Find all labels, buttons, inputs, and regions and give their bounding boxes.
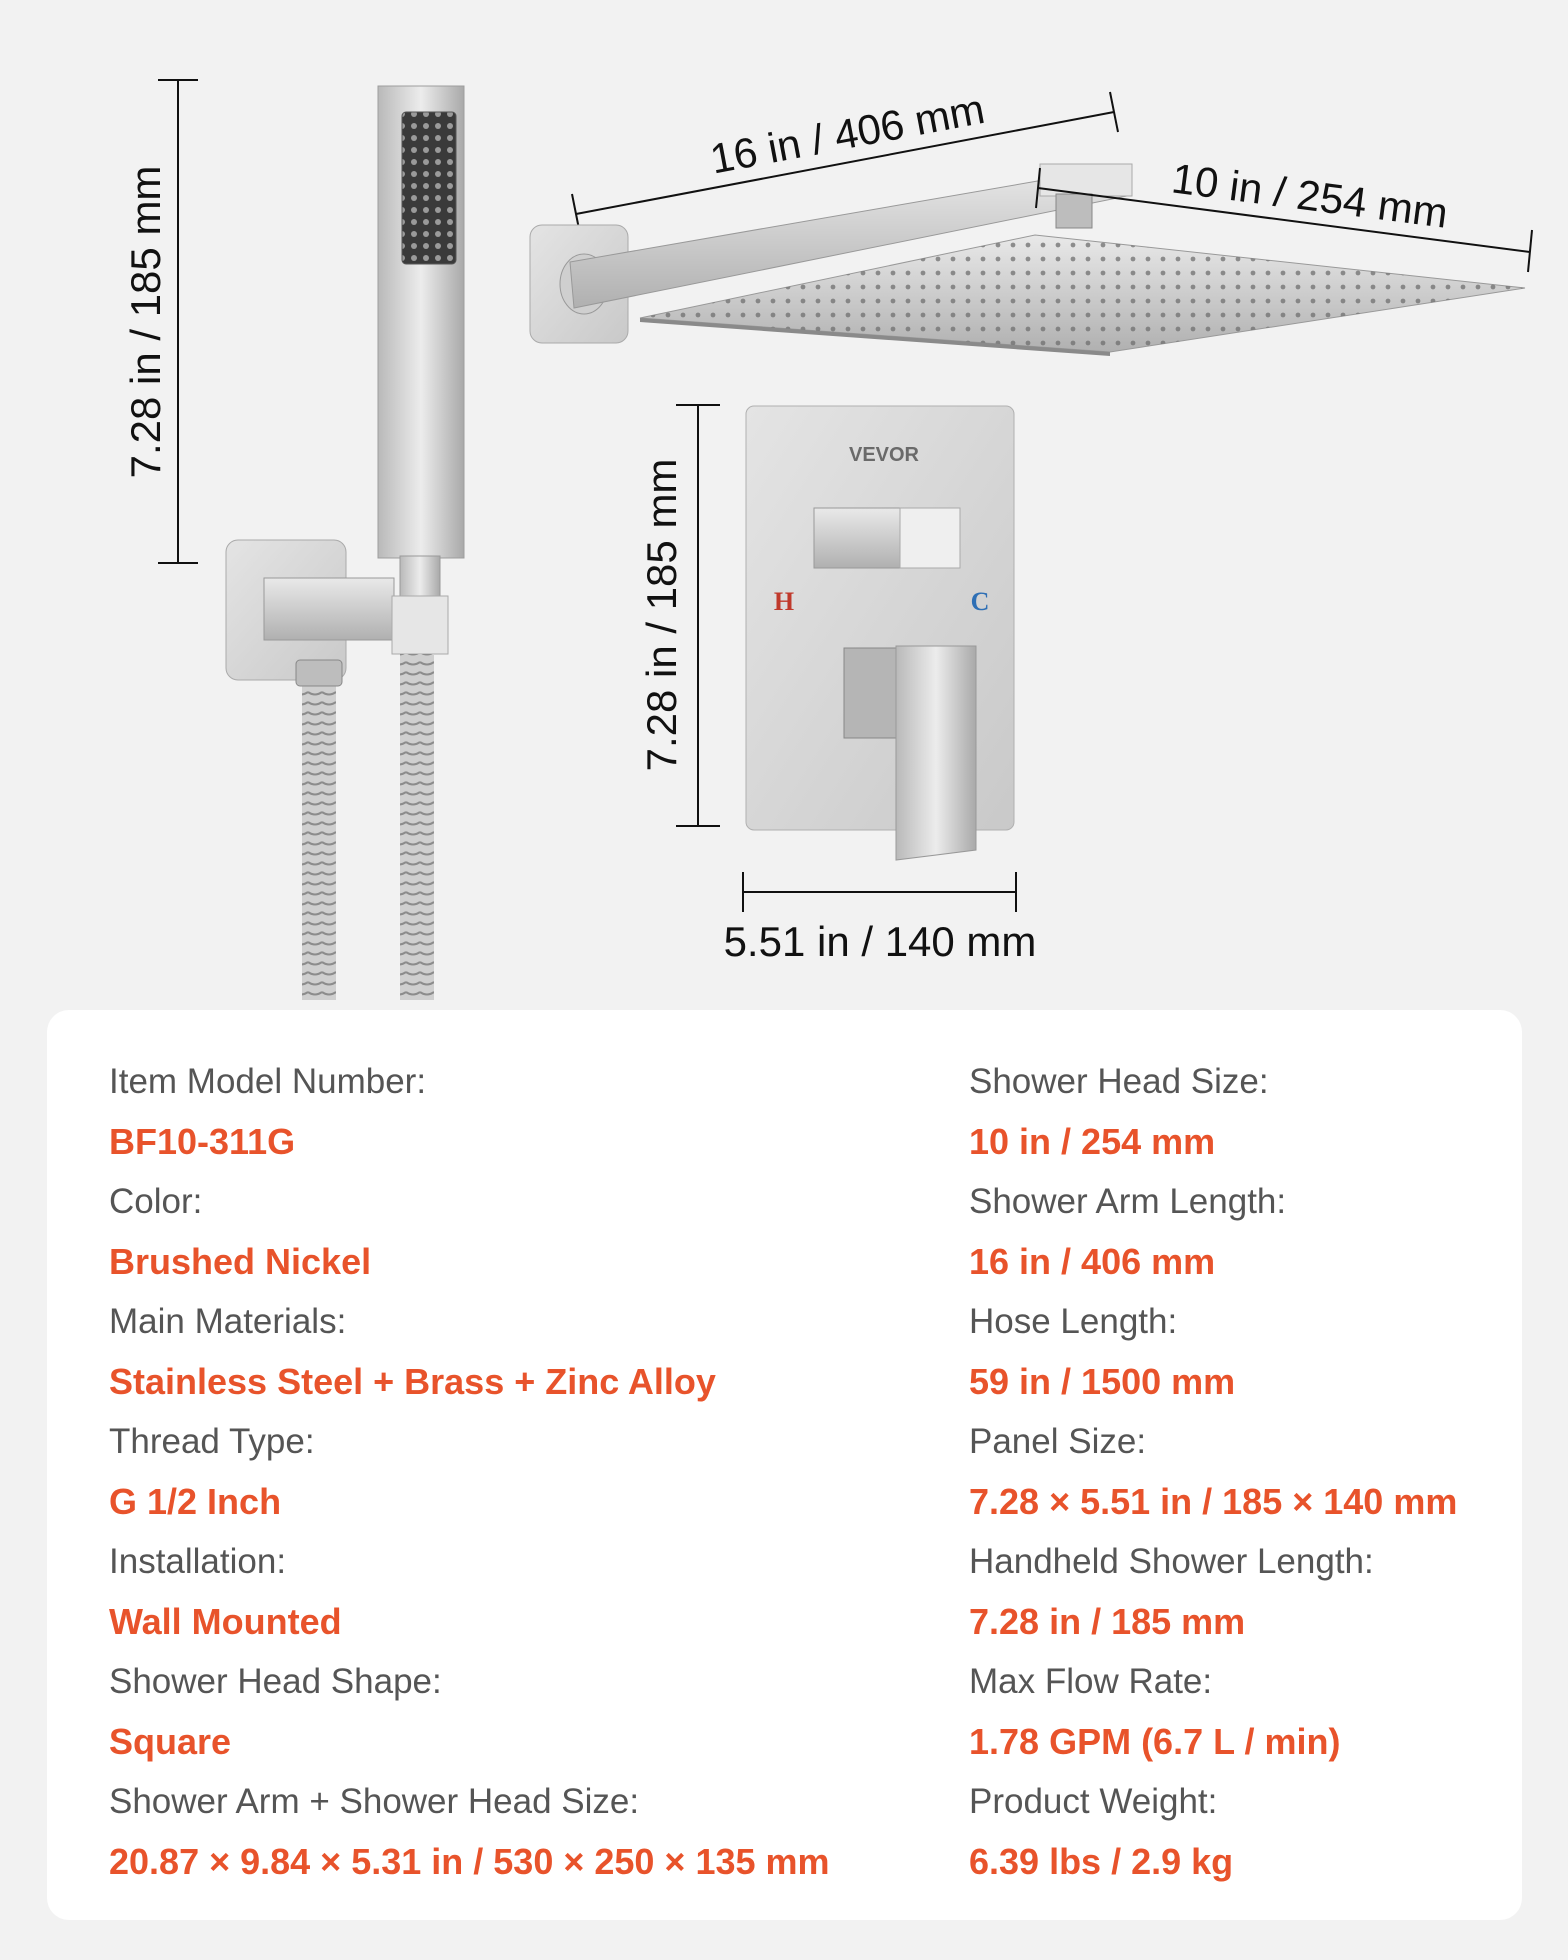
spec-value-thread: G 1/2 Inch <box>109 1481 282 1522</box>
spec-label-materials: Main Materials: <box>109 1302 347 1341</box>
panel-brand-logo: VEVOR <box>848 444 920 466</box>
spec-column-left <box>109 1052 830 1892</box>
spec-label-hose-length: Hose Length: <box>969 1302 1178 1341</box>
spec-value-arm-head-size: 20.87 × 9.84 × 5.31 in / 530 × 250 × 135 mm <box>109 1841 830 1882</box>
spec-value-color: Brushed Nickel <box>109 1241 372 1282</box>
head-size-label: 10 in / 254 mm <box>1169 154 1451 237</box>
cold-label: C <box>970 587 990 616</box>
handheld-shower <box>226 86 464 1000</box>
spec-label-head-size: Shower Head Size: <box>969 1062 1269 1101</box>
spec-column-right <box>969 1052 1457 1892</box>
spec-card <box>47 1010 1522 1920</box>
spec-label-color: Color: <box>109 1182 203 1221</box>
spec-value-flow-rate: 1.78 GPM (6.7 L / min) <box>969 1721 1341 1762</box>
panel-height-dimension <box>638 405 720 826</box>
spec-value-model: BF10-311G <box>109 1121 296 1162</box>
control-panel <box>746 406 1014 860</box>
spec-value-arm-length: 16 in / 406 mm <box>969 1241 1216 1282</box>
spec-label-weight: Product Weight: <box>969 1782 1218 1821</box>
spec-label-arm-head-size: Shower Arm + Shower Head Size: <box>109 1782 640 1821</box>
spec-value-materials: Stainless Steel + Brass + Zinc Alloy <box>109 1361 716 1402</box>
handheld-height-dimension <box>122 80 198 563</box>
spec-label-panel-size: Panel Size: <box>969 1422 1147 1461</box>
spec-value-head-shape: Square <box>109 1721 232 1762</box>
spec-label-head-shape: Shower Head Shape: <box>109 1662 442 1701</box>
hot-label: H <box>773 587 795 616</box>
spec-value-head-size: 10 in / 254 mm <box>969 1121 1216 1162</box>
spec-label-model: Item Model Number: <box>109 1062 427 1101</box>
handheld-height-label: 7.28 in / 185 mm <box>122 165 169 479</box>
spec-label-installation: Installation: <box>109 1542 287 1581</box>
panel-height-label: 7.28 in / 185 mm <box>638 458 685 772</box>
spec-value-panel-size: 7.28 × 5.51 in / 185 × 140 mm <box>969 1481 1458 1522</box>
spec-label-handheld-length: Handheld Shower Length: <box>969 1542 1374 1581</box>
spec-value-weight: 6.39 lbs / 2.9 kg <box>969 1841 1234 1882</box>
arm-length-label: 16 in / 406 mm <box>706 84 989 183</box>
panel-width-dimension <box>724 872 1037 965</box>
spec-value-handheld-length: 7.28 in / 185 mm <box>969 1601 1246 1642</box>
panel-width-label: 5.51 in / 140 mm <box>723 918 1037 965</box>
spec-label-flow-rate: Max Flow Rate: <box>969 1662 1213 1701</box>
spec-value-installation: Wall Mounted <box>109 1601 342 1642</box>
spec-label-arm-length: Shower Arm Length: <box>969 1182 1287 1221</box>
spec-value-hose-length: 59 in / 1500 mm <box>969 1361 1236 1402</box>
spec-label-thread: Thread Type: <box>109 1422 315 1461</box>
